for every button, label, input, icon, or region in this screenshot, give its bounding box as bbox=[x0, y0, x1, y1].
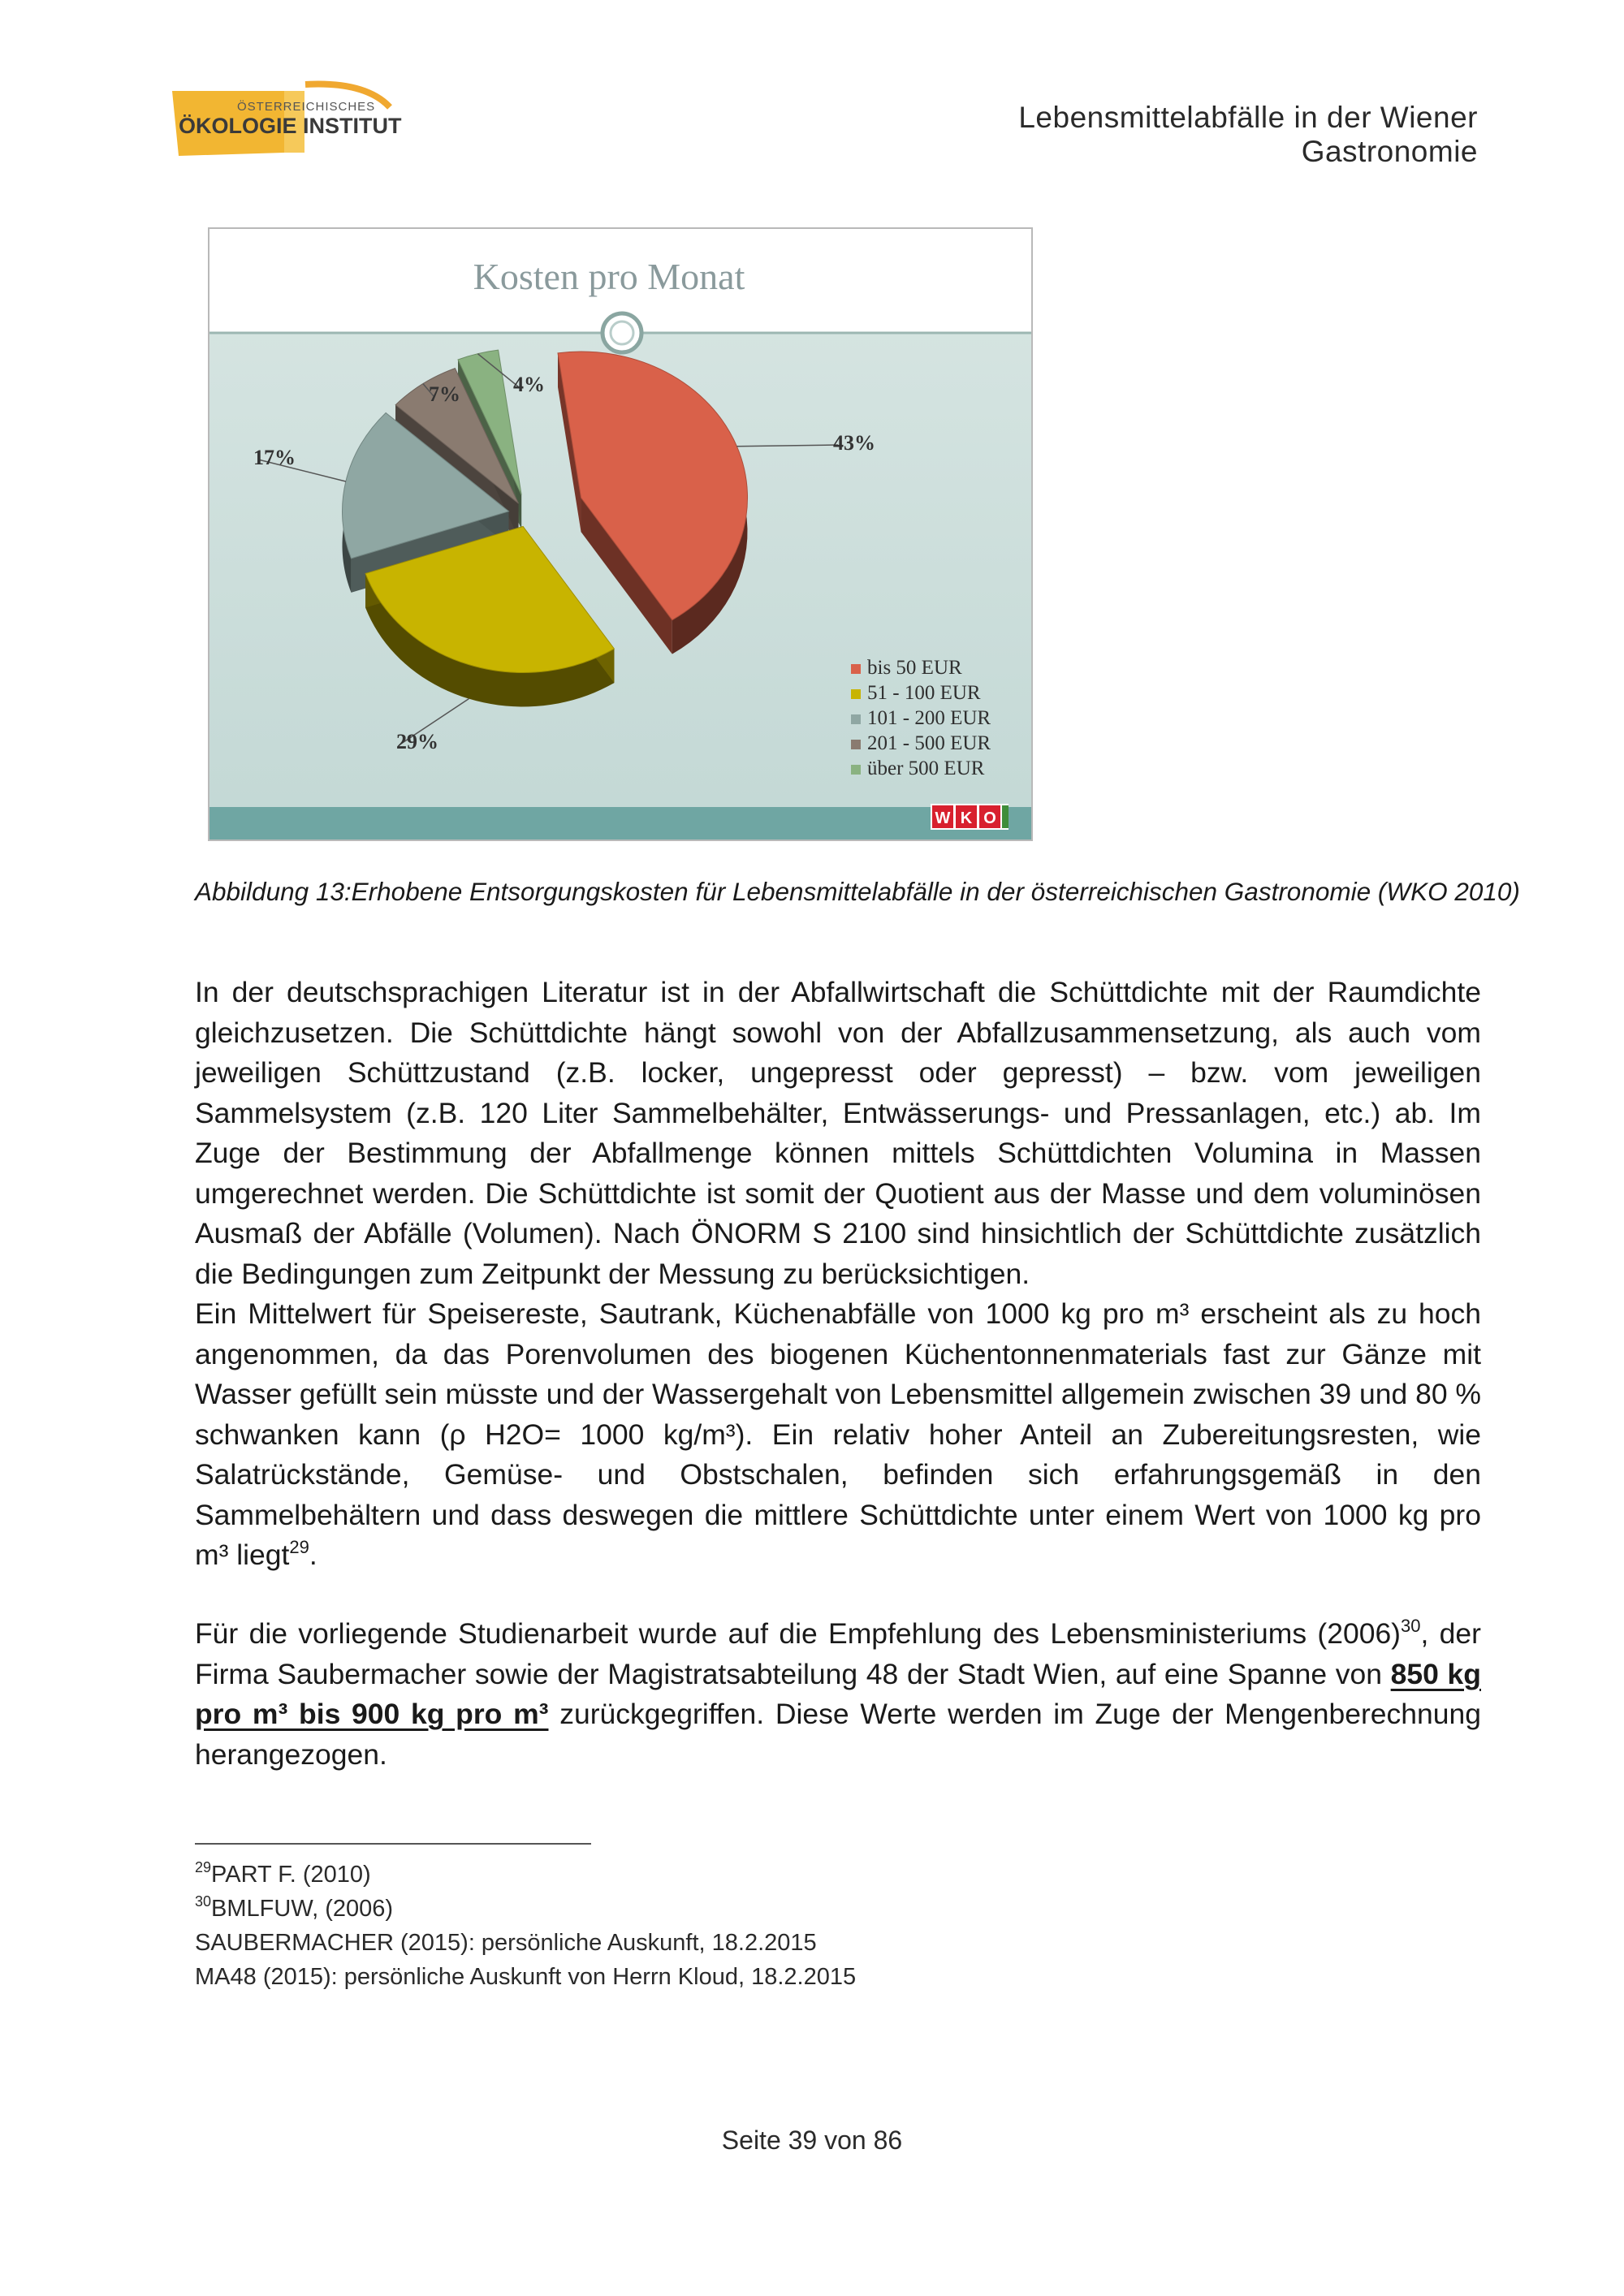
running-header-title: Lebensmittelabfälle in der Wiener Gastronomie bbox=[1018, 101, 1478, 168]
paragraph-bulk-density: In der deutschsprachigen Literatur ist in der Abfallwirtschaft die Schüttdichte mit der Raumdichte gleichzusetzen. Die Schüttdichte hängt sowohl von der Abfallzusammensetzung, als auch vom jeweiligen Schüttzustand (z.B. locker, ungepresst oder gepresst) – bzw. vom jeweiligen Sammelsystem (z.B. 120 Liter Sammelbehälter, Entwässerungs- und Pressanlagen, etc.) ab. Im Zuge der Bestimmung der Abfallmenge können mittels Schüttdichten Volumina in Massen umgerechnet werden. Die Schüttdichte ist somit der Quotient aus der Masse und dem voluminösen Ausmaß der Abfälle (Volumen). Nach ÖNORM S 2100 sind hinsichtlich der Schüttdichte zusätzlich die Bedingungen zum Zeitpunkt der Messung zu berücksichtigen. bbox=[195, 976, 1481, 1290]
legend-label-5: über 500 EUR bbox=[867, 757, 985, 779]
title-ornament bbox=[603, 313, 641, 352]
pie-chart-figure bbox=[208, 227, 1033, 841]
logo-line-2: ÖKOLOGIE INSTITUT bbox=[179, 114, 402, 138]
legend-swatch-5 bbox=[851, 765, 861, 775]
footnote-separator bbox=[195, 1843, 591, 1845]
chart-bottom-band bbox=[209, 807, 1031, 839]
footnote-ref-29: 29 bbox=[289, 1537, 309, 1557]
legend-swatch-4 bbox=[851, 740, 861, 749]
footnote-item: $^{30}$BMLFUW, (2006) bbox=[195, 1893, 394, 1922]
footnote-item: SAUBERMACHER (2015): persönliche Auskunft, 18.2.2015 bbox=[195, 1930, 817, 1956]
wko-badge bbox=[931, 804, 1009, 830]
footnotes bbox=[195, 1858, 1332, 1994]
chart-title: Kosten pro Monat bbox=[473, 256, 745, 297]
data-label-3: 17% bbox=[253, 446, 296, 469]
legend-swatch-1 bbox=[851, 664, 861, 674]
legend-swatch-2 bbox=[851, 689, 861, 699]
data-label-1: 43% bbox=[833, 431, 875, 455]
footnote-item: MA48 (2015): persönliche Auskunft von Herrn Kloud, 18.2.2015 bbox=[195, 1964, 857, 1990]
logo-line-1: ÖSTERREICHISCHES bbox=[237, 100, 376, 114]
institute-logo bbox=[162, 75, 406, 169]
legend-swatch-3 bbox=[851, 714, 861, 724]
svg-text:K: K bbox=[960, 809, 973, 827]
legend-label-2: 51 - 100 EUR bbox=[867, 682, 981, 704]
footnote-ref-30: 30 bbox=[1401, 1616, 1421, 1636]
legend-label-3: 101 - 200 EUR bbox=[867, 707, 991, 729]
data-label-2: 29% bbox=[396, 730, 438, 753]
footnote-item: $^{29}$PART F. (2010) bbox=[195, 1859, 371, 1888]
figure-caption: Abbildung 13:Erhobene Entsorgungskosten für Lebensmittelabfälle in der österreichischen Gastronomie (WKO 2010) bbox=[195, 877, 1520, 906]
data-label-5: 4% bbox=[513, 373, 545, 396]
legend-label-4: 201 - 500 EUR bbox=[867, 732, 991, 754]
paragraph-study-range: Für die vorliegende Studienarbeit wurde auf die Empfehlung des Lebensministeriums $(2006)^{30}$, der Firma Saubermacher sowie der Magistratsabteilung 48 der Stadt Wien, auf eine Spanne von 850 kg pro m³ bis 900 kg pro m³ zurückgegriffen. Diese Werte werden im Zuge der Mengenberechnung herangezogen. bbox=[195, 1616, 1481, 1771]
svg-text:W: W bbox=[935, 809, 951, 827]
svg-text:O: O bbox=[983, 809, 996, 827]
paragraph-mean-value: Ein Mittelwert für Speisereste, Sautrank, Küchenabfälle von 1000 kg pro m³ erscheint als zu hoch angenommen, da das Porenvolumen des biogenen Küchentonnenmaterials fast zur Gänze mit Wasser gefüllt sein müsste und der Wassergehalt von Lebensmittel allgemein zwischen 39 und 80 % schwanken kann (ρ H2O= 1000 kg/m³). Ein relativ hoher Anteil an Zubereitungsresten, wie Salatrückstände, Gemüse- und Obstschalen, befinden sich erfahrungsgemäß in den Sammelbehältern und dass deswegen die mittlere Schüttdichte unter einem Wert von 1000 kg pro m³ liegt$^{29}$. bbox=[195, 1297, 1481, 1571]
paragraph-mean-value-text: Ein Mittelwert für Speisereste, Sautrank, Küchenabfälle von 1000 kg pro m³ erscheint als zu hoch angenommen, da das Porenvolumen des biogenen Küchentonnenmaterials fast zur Gänze mit Wasser gefüllt sein müsste und der Wassergehalt von Lebensmittel allgemein zwischen 39 und 80 % schwanken kann (ρ H2O= 1000 kg/m³). Ein relativ hoher Anteil an Zubereitungsresten, wie Salatrückstände, Gemüse- und Obstschalen, befinden sich erfahrungsgemäß in den Sammelbehältern und dass deswegen die mittlere Schüttdichte unter einem Wert von 1000 kg pro m³ liegt bbox=[195, 1297, 1481, 1571]
data-label-4: 7% bbox=[429, 382, 460, 406]
density-range-highlight: 850 kg pro m³ bis 900 kg pro m³ bbox=[195, 1657, 1481, 1730]
legend-label-1: bis 50 EUR bbox=[867, 657, 962, 679]
page-number: Seite 39 von 86 bbox=[721, 2126, 903, 2155]
pie-chart bbox=[209, 229, 1031, 839]
